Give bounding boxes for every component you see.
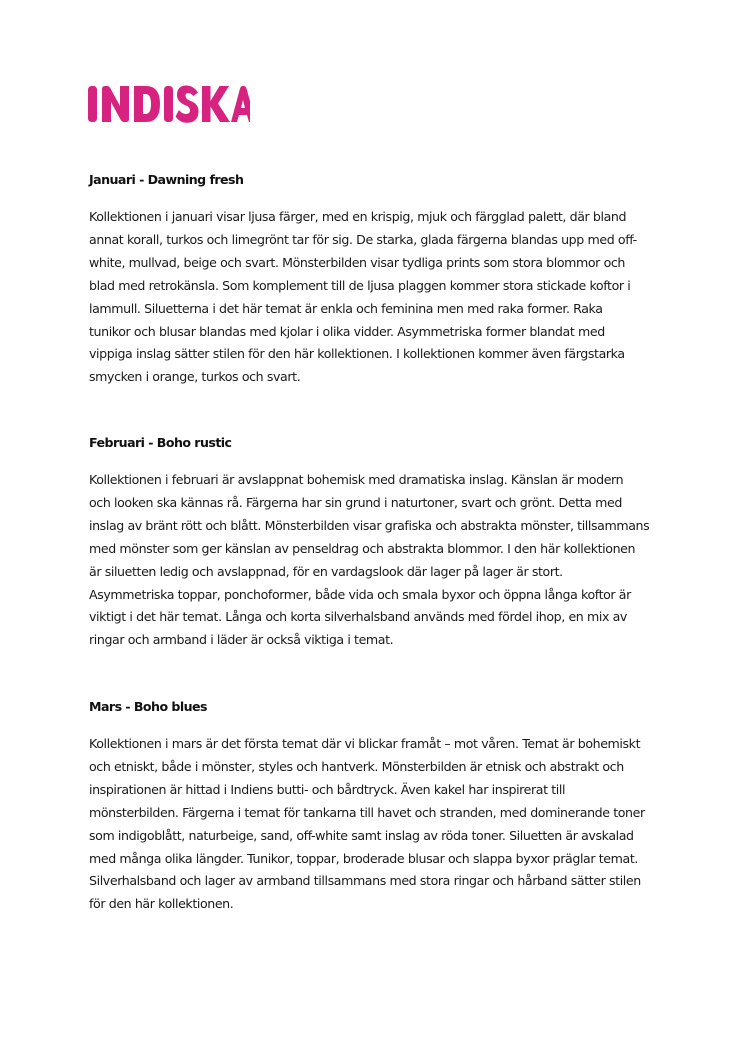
body-line: och etniskt, både i mönster, styles och hantverk. Mönsterbilden är etnisk och abstrakt och: [89, 758, 624, 774]
section-body-mars: [89, 733, 669, 916]
body-line: Asymmetriska toppar, ponchoformer, både vida och smala byxor och öppna långa koftor är: [89, 586, 631, 602]
section-mars: [89, 699, 669, 916]
body-line: Kollektionen i mars är det första temat där vi blickar framåt – mot våren. Temat är bohemiskt: [89, 736, 641, 751]
body-line: tunikor och blusar blandas med kjolar i olika vidder. Asymmetriska former blandat med: [89, 323, 605, 339]
body-line: för den här kollektionen.: [89, 896, 234, 912]
body-line: smycken i orange, turkos och svart.: [89, 369, 301, 385]
body-line: viktigt i det här temat. Långa och korta silverhalsband används med fördel ihop, en mix av: [89, 609, 627, 625]
logo-graphic: [88, 82, 250, 126]
body-line: lammull. Siluetterna i det här temat är enkla och feminina men med raka former. Raka: [89, 300, 603, 316]
section-februari: [89, 435, 669, 652]
logo-text: INDISKA: [88, 82, 93, 83]
body-line: blad med retrokänsla. Som komplement till de ljusa plaggen kommer stora stickade koftor i: [89, 277, 631, 293]
body-line: och looken ska kännas rå. Färgerna har sin grund i naturtoner, svart och grönt. Detta med: [89, 494, 622, 510]
section-heading-januari: Januari - Dawning fresh: [89, 172, 244, 187]
body-line: Silverhalsband och lager av armband tillsammans med stora ringar och hårband sätter stilen: [89, 873, 641, 889]
body-line: vippiga inslag sätter stilen för den här kollektionen. I kollektionen kommer även färgstarka: [89, 346, 625, 362]
section-heading-mars: Mars - Boho blues: [89, 699, 207, 714]
body-line: inslag av bränt rött och blått. Mönsterbilden visar grafiska och abstrakta mönster, tillsammans: [89, 517, 650, 533]
body-line: inspirationen är hittad i Indiens butti- och bårdtryck. Även kakel har inspirerat till: [89, 781, 566, 797]
body-line: mönsterbilden. Färgerna i temat för tankarna till havet och stranden, med dominerande toner: [89, 804, 645, 820]
section-heading-februari: Februari - Boho rustic: [89, 435, 232, 450]
body-line: med många olika längder. Tunikor, toppar, broderade blusar och slappa byxor präglar temat.: [89, 850, 638, 866]
section-januari: [89, 172, 669, 389]
indiska-logo: [88, 82, 250, 126]
body-line: som indigoblått, naturbeige, sand, off-white samt inslag av röda toner. Siluetten är avskalad: [89, 827, 634, 843]
body-line: Kollektionen i februari är avslappnat bohemisk med dramatiska inslag. Känslan är modern: [89, 472, 624, 487]
body-line: Kollektionen i januari visar ljusa färger, med en krispig, mjuk och färgglad palett, där bland: [89, 209, 627, 224]
body-line: med mönster som ger känslan av penseldrag och abstrakta blommor. I den här kollektionen: [89, 540, 636, 556]
section-body-januari: [89, 206, 669, 389]
body-line: är siluetten ledig och avslappnad, för en vardagslook där lager på lager är stort.: [89, 563, 563, 579]
section-body-februari: [89, 469, 669, 652]
body-line: ringar och armband i läder är också viktiga i temat.: [89, 632, 394, 648]
body-line: white, mullvad, beige och svart. Mönsterbilden visar tydliga prints som stora blommor och: [89, 254, 625, 270]
body-line: annat korall, turkos och limegrönt tar för sig. De starka, glada färgerna blandas upp med off-: [89, 231, 637, 247]
